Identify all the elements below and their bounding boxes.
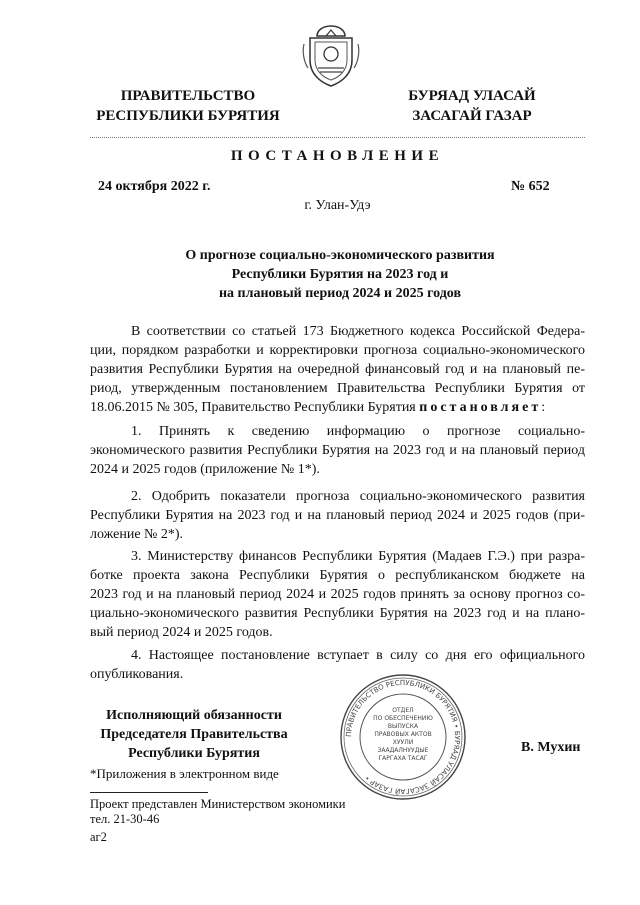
text-line: циально-экономического развития Республики Бурятия на 2023 год и на плано-	[90, 606, 585, 621]
signatory-title-line: Исполняющий обязанности	[106, 708, 282, 723]
clause-3	[90, 547, 585, 642]
header-left-line2: РЕСПУБЛИКИ БУРЯТИЯ	[96, 108, 280, 124]
text-line: 2. Одобрить показатели прогноза социально-экономического развития	[131, 489, 585, 504]
stamp-inner-line: ГАРГАХА ТАСАГ	[378, 755, 428, 762]
draft-phone: тел. 21-30-46	[90, 812, 160, 826]
text-line: ции, порядком разработки и корректировки прогноза социально-экономического	[90, 343, 585, 358]
document-subject	[120, 246, 560, 303]
document-city: г. Улан-Удэ	[304, 198, 371, 213]
clause-1	[90, 422, 585, 479]
text-line: риод, утвержденным постановлением Правительства Республики Бурятия от	[90, 381, 585, 396]
subject-line: Республики Бурятия на 2023 год и	[231, 267, 449, 282]
official-seal-stamp	[338, 672, 468, 802]
preamble-colon: :	[541, 400, 546, 415]
stamp-inner-line: ХУУЛИ	[392, 739, 414, 746]
signatory-title-line: Республики Бурятия	[128, 746, 260, 761]
government-name-bua	[398, 86, 546, 126]
decree-word: постановляет	[419, 400, 542, 415]
text-line: 3. Министерству финансов Республики Бурятия (Мадаев Г.Э.) при разра-	[131, 549, 585, 564]
appendix-footnote: *Приложения в электронном виде	[90, 766, 279, 781]
document-date: 24 октября 2022 г.	[98, 179, 211, 194]
text-line: развития Республики Бурятия на очередной финансовый год и на плановый пе-	[90, 362, 585, 377]
header-divider	[90, 137, 585, 138]
signatory-name: В. Мухин	[521, 740, 581, 755]
subject-line: О прогнозе социально-экономического развития	[185, 248, 495, 263]
header-right-line2: ЗАСАГАЙ ГАЗАР	[412, 108, 532, 124]
government-name-ru	[88, 86, 288, 126]
stamp-inner-line: ЗААДАЛНУУДЫЕ	[377, 747, 429, 754]
draft-submitter: Проект представлен Министерством экономики	[90, 797, 346, 811]
footer-divider	[90, 792, 208, 793]
stamp-inner-line: ОТДЕЛ	[392, 707, 414, 714]
stamp-inner-line: ПО ОБЕСПЕЧЕНИЮ	[373, 715, 433, 722]
signatory-title	[88, 706, 300, 763]
coat-of-arms-icon	[300, 24, 362, 88]
clause-2	[90, 487, 585, 544]
document-number: № 652	[511, 179, 550, 194]
text-line: опубликования.	[90, 667, 184, 682]
header-right-line1: БУРЯАД УЛАСАЙ	[408, 88, 536, 104]
text-line: экономического развития Республики Бурятия на 2023 год и на плановый период	[90, 443, 585, 458]
preamble-paragraph	[90, 322, 585, 417]
header-left-line1: ПРАВИТЕЛЬСТВО	[120, 88, 256, 104]
text-line: вый период 2024 и 2025 годов.	[90, 625, 273, 640]
text-line: Республики Бурятия на 2023 год и на плановый период 2024 и 2025 годов (при-	[90, 508, 585, 523]
text-line	[90, 398, 585, 417]
document-type: ПОСТАНОВЛЕНИЕ	[230, 148, 445, 164]
document-code: аг2	[90, 830, 107, 844]
subject-line: на плановый период 2024 и 2025 годов	[218, 286, 462, 301]
text-line: 2024 и 2025 годов (приложение № 1*).	[90, 462, 320, 477]
preamble-last-text: 18.06.2015 № 305, Правительство Республики Бурятия	[90, 400, 416, 415]
text-line: 1. Принять к сведению информацию о прогнозе социально-	[131, 424, 585, 439]
stamp-outer-text: ПРАВИТЕЛЬСТВО РЕСПУБЛИКИ БУРЯТИЯ • БУРЯАД УЛАСАЙ ЗАСАГАЙ ГАЗАР •	[344, 678, 462, 796]
stamp-inner-line: ПРАВОВЫХ АКТОВ	[374, 731, 432, 738]
signatory-title-line: Председателя Правительства	[100, 727, 288, 742]
text-line: ложение № 2*).	[90, 527, 184, 542]
draft-info	[90, 797, 345, 827]
text-line: В соответствии со статьей 173 Бюджетного кодекса Российской Федера-	[131, 324, 585, 339]
text-line: 4. Настоящее постановление вступает в силу со дня его официального	[131, 648, 585, 663]
text-line: ботке проекта закона Республики Бурятия о республиканском бюджете на	[90, 568, 585, 583]
text-line: 2023 год и на плановый период 2024 и 2025 годов принять за основу прогноз со-	[90, 587, 585, 602]
stamp-inner-line: ВЫПУСКА	[387, 723, 419, 730]
